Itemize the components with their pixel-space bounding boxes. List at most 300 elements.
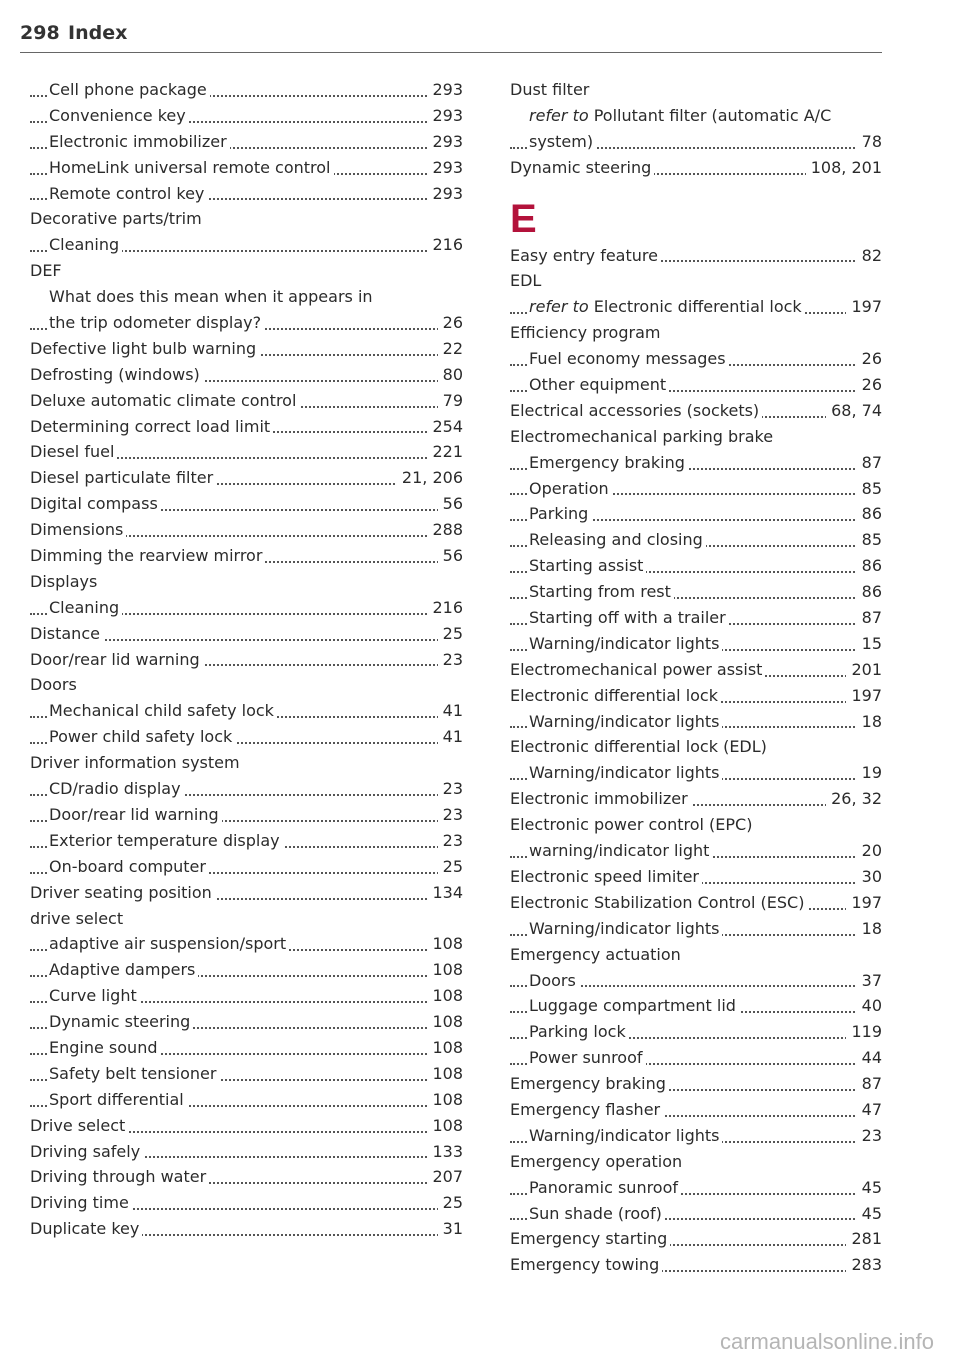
index-entry-label — [49, 1090, 187, 1109]
index-entry — [510, 1252, 882, 1278]
index-entry-page: 197 — [846, 294, 882, 320]
index-entry-label — [49, 1038, 160, 1057]
index-entry-text: the trip odometer display? — [49, 313, 262, 333]
index-entry-text: Electromechanical parking brake — [510, 426, 774, 446]
index-entry-text: Electronic differential lock (EDL) — [510, 737, 767, 757]
index-entry-page: 15 — [857, 631, 882, 657]
index-entry-label — [510, 1255, 662, 1274]
index-entry — [510, 320, 882, 346]
index-entry — [30, 517, 463, 543]
index-entry — [30, 983, 463, 1009]
index-entry-text: Distance — [30, 623, 100, 643]
index-entry-page: 18 — [857, 916, 882, 942]
index-entry-text: Electronic differential lock — [588, 297, 802, 317]
index-entry-page: 56 — [438, 543, 463, 569]
index-entry — [510, 605, 882, 631]
index-entry-text: Emergency actuation — [510, 944, 681, 964]
watermark: carmanualsonline.info — [719, 1329, 934, 1354]
index-entry-label — [529, 132, 596, 151]
index-entry-label — [49, 1064, 219, 1083]
index-entry-label — [529, 504, 591, 523]
index-entry-text: Cleaning — [49, 235, 120, 255]
index-entry-text: On-board computer — [49, 856, 206, 876]
index-entry-label — [529, 106, 834, 125]
index-entry — [510, 1123, 882, 1149]
index-entry — [30, 854, 463, 880]
index-entry-page: 31 — [438, 1216, 463, 1242]
header-divider — [20, 52, 882, 53]
index-entry-text: Emergency towing — [510, 1255, 660, 1275]
index-entry-text: Deluxe automatic climate control — [30, 390, 297, 410]
index-entry-text: Door/rear lid warning — [49, 804, 219, 824]
index-entry-label — [49, 80, 210, 99]
index-entry — [30, 1113, 463, 1139]
index-entry-text: Warning/indicator lights — [529, 763, 720, 783]
index-entry-page: 86 — [857, 501, 882, 527]
index-entry-page: 283 — [846, 1252, 882, 1278]
index-entry-label — [529, 582, 674, 601]
index-entry-page: 26 — [438, 310, 463, 336]
index-entry-label — [510, 1100, 663, 1119]
index-entry-label — [510, 1152, 685, 1171]
index-entry — [30, 129, 463, 155]
index-entry-text: Starting assist — [529, 556, 644, 576]
index-entry-label — [510, 1074, 669, 1093]
index-entry-label — [529, 375, 669, 394]
index-entry-page: 86 — [857, 579, 882, 605]
index-entry-label — [30, 1142, 143, 1161]
index-entry-label — [49, 132, 230, 151]
index-entry-page: 26 — [857, 372, 882, 398]
index-entry — [30, 181, 463, 207]
index-entry-text: Starting off with a trailer — [529, 608, 726, 628]
index-entry — [30, 569, 463, 595]
index-entry — [510, 890, 882, 916]
index-entry — [30, 906, 463, 932]
index-entry — [510, 734, 882, 760]
index-entry-page: 87 — [857, 605, 882, 631]
index-entry-text: Mechanical child safety lock — [49, 701, 274, 721]
index-entry-page: 133 — [427, 1139, 463, 1165]
index-entry-text: CD/radio display — [49, 779, 181, 799]
index-entry — [510, 1045, 882, 1071]
index-entry-text: Electronic immobilizer — [49, 131, 227, 151]
index-entry — [510, 1201, 882, 1227]
index-entry-page: 108 — [427, 1113, 463, 1139]
index-entry — [510, 786, 882, 812]
index-entry-page: 41 — [438, 698, 463, 724]
index-entry-label — [529, 1022, 629, 1041]
index-entry-label — [30, 365, 203, 384]
index-entry-label — [529, 919, 722, 938]
index-entry-label — [30, 468, 216, 487]
index-entry-label — [529, 608, 729, 627]
index-entry-label — [49, 727, 235, 746]
index-entry-label — [30, 261, 65, 280]
index-entry-page: 23 — [438, 647, 463, 673]
index-entry — [510, 1226, 882, 1252]
index-entry — [510, 812, 882, 838]
index-entry — [510, 553, 882, 579]
index-entry-text: Driving safely — [30, 1141, 141, 1161]
index-entry — [510, 1071, 882, 1097]
index-entry-text: Pollutant filter (automatic A/C — [588, 105, 832, 125]
index-entry — [510, 683, 882, 709]
index-column-right — [510, 77, 882, 1278]
index-entry — [510, 916, 882, 942]
index-entry — [510, 129, 882, 155]
index-entry-text: system) — [529, 131, 594, 151]
index-entry-label — [30, 442, 117, 461]
section-title: Index — [68, 22, 128, 44]
index-entry-text: Operation — [529, 478, 609, 498]
index-entry — [30, 828, 463, 854]
index-entry-label — [49, 960, 198, 979]
index-entry — [30, 1164, 463, 1190]
index-entry — [30, 957, 463, 983]
index-entry-page: 68, 74 — [826, 398, 882, 424]
index-entry — [510, 268, 882, 294]
index-entry-text: HomeLink universal remote control — [49, 157, 331, 177]
index-entry-text: Adaptive dampers — [49, 960, 196, 980]
index-entry-text: Driving time — [30, 1193, 129, 1213]
index-entry-page: 293 — [427, 181, 463, 207]
index-entry — [30, 698, 463, 724]
index-entry-page: 197 — [846, 890, 882, 916]
index-entry-page: 119 — [846, 1019, 882, 1045]
index-entry-page: 20 — [857, 838, 882, 864]
index-entry-label — [30, 417, 273, 436]
index-entry-label — [529, 1204, 665, 1223]
index-entry-text: Doors — [30, 675, 77, 695]
index-entry-text: Warning/indicator lights — [529, 711, 720, 731]
index-entry-label — [49, 831, 283, 850]
index-entry-text: What does this mean when it appears in — [49, 287, 373, 307]
index-entry-page: 108 — [427, 1087, 463, 1113]
index-entry-page: 254 — [427, 414, 463, 440]
index-entry — [510, 1019, 882, 1045]
index-entry-page: 41 — [438, 724, 463, 750]
index-entry-text: Emergency flasher — [510, 1099, 661, 1119]
index-entry-text: Sun shade (roof) — [529, 1203, 662, 1223]
index-entry — [510, 450, 882, 476]
index-entry-label — [529, 996, 739, 1015]
index-entry — [510, 476, 882, 502]
index-entry-label — [510, 945, 684, 964]
index-entry-label — [30, 1193, 132, 1212]
index-entry-page: 82 — [857, 243, 882, 269]
index-entry — [30, 880, 463, 906]
letter-heading: E — [510, 196, 537, 241]
index-entry — [510, 838, 882, 864]
index-entry — [510, 968, 882, 994]
index-entry-page: 281 — [846, 1226, 882, 1252]
index-entry — [30, 1216, 463, 1242]
index-entry — [30, 931, 463, 957]
index-entry-text: DEF — [30, 261, 62, 281]
index-entry-label — [529, 1178, 681, 1197]
index-entry-text: Duplicate key — [30, 1219, 140, 1239]
index-entry-page: 56 — [438, 491, 463, 517]
index-entry-page: 45 — [857, 1201, 882, 1227]
index-entry-label — [30, 339, 259, 358]
index-entry — [30, 465, 463, 491]
index-entry-page: 25 — [438, 1190, 463, 1216]
index-entry — [30, 621, 463, 647]
index-entry-label — [529, 453, 688, 472]
index-entry-label — [510, 323, 663, 342]
index-entry-label — [30, 624, 103, 643]
index-entry-page: 108 — [427, 983, 463, 1009]
index-entry-page: 85 — [857, 527, 882, 553]
index-entry-text: Electronic Stabilization Control (ESC) — [510, 892, 805, 912]
index-entry-label — [30, 1219, 142, 1238]
index-entry-page: 23 — [857, 1123, 882, 1149]
index-entry — [30, 258, 463, 284]
index-entry-text: adaptive air suspension/sport — [49, 934, 287, 954]
index-entry-text: Electromechanical power assist — [510, 659, 763, 679]
index-entry-text: EDL — [510, 271, 542, 291]
index-entry-text: Defective light bulb warning — [30, 338, 257, 358]
index-entry — [30, 336, 463, 362]
index-entry-label — [49, 805, 222, 824]
index-entry-text: Doors — [529, 970, 576, 990]
index-entry-page: 216 — [427, 595, 463, 621]
index-entry-label — [510, 80, 592, 99]
index-entry-page: 293 — [427, 77, 463, 103]
index-entry-label — [510, 246, 661, 265]
index-entry-label — [30, 209, 205, 228]
index-entry-label — [510, 686, 721, 705]
index-entry-text: Diesel particulate filter — [30, 468, 214, 488]
index-entry-text: Luggage compartment lid — [529, 996, 736, 1016]
index-entry-text: Electronic differential lock — [510, 685, 718, 705]
index-entry-text: Exterior temperature display — [49, 830, 280, 850]
index-entry-label — [49, 184, 207, 203]
index-entry-label — [529, 349, 729, 368]
index-entry-page: 108 — [427, 931, 463, 957]
index-entry-text: Panoramic sunroof — [529, 1177, 679, 1197]
index-entry-text: Fuel economy messages — [529, 349, 726, 369]
index-entry — [510, 1175, 882, 1201]
index-entry-text: drive select — [30, 908, 124, 928]
index-entry-label — [49, 235, 122, 254]
index-entry — [30, 414, 463, 440]
index-entry-page: 26 — [857, 346, 882, 372]
index-entry-page: 197 — [846, 683, 882, 709]
index-entry — [30, 595, 463, 621]
index-entry — [30, 155, 463, 181]
index-entry — [510, 1149, 882, 1175]
index-entry-label — [49, 701, 277, 720]
index-entry-label — [529, 1126, 722, 1145]
index-entry-text: Drive select — [30, 1115, 126, 1135]
index-entry-label — [49, 986, 140, 1005]
index-entry-text: Releasing and closing — [529, 530, 703, 550]
index-entry — [30, 1139, 463, 1165]
index-entry-text: Other equipment — [529, 375, 667, 395]
index-entry — [510, 294, 882, 320]
index-entry-label — [510, 867, 702, 886]
index-entry-text: Engine sound — [49, 1037, 158, 1057]
index-entry-label — [30, 494, 161, 513]
index-entry-label — [30, 1116, 128, 1135]
index-entry — [510, 77, 882, 103]
index-entry-text: Emergency operation — [510, 1151, 683, 1171]
index-entry-text: Cell phone package — [49, 80, 207, 99]
index-entry-page: 221 — [427, 439, 463, 465]
index-entry — [30, 672, 463, 698]
index-entry — [510, 398, 882, 424]
index-entry-text: Starting from rest — [529, 582, 671, 602]
index-entry-page: 30 — [857, 864, 882, 890]
index-entry — [510, 527, 882, 553]
index-entry-page: 79 — [438, 388, 463, 414]
index-entry-page: 108 — [427, 1061, 463, 1087]
index-entry — [510, 424, 882, 450]
index-entry-label — [529, 479, 612, 498]
index-entry-label — [49, 857, 209, 876]
index-entry — [30, 776, 463, 802]
index-entry-text: Driver information system — [30, 753, 240, 773]
index-entry-label — [529, 971, 579, 990]
index-entry-page: 207 — [427, 1164, 463, 1190]
index-entry — [30, 284, 463, 310]
index-entry-label — [49, 106, 189, 125]
index-entry — [30, 1190, 463, 1216]
index-entry-text: Defrosting (windows) — [30, 364, 200, 384]
index-entry-text: Driving through water — [30, 1167, 207, 1187]
index-entry — [510, 155, 882, 181]
index-entry-label — [529, 712, 722, 731]
index-entry-page: 22 — [438, 336, 463, 362]
index-entry-page: 18 — [857, 709, 882, 735]
index-entry-text: Dynamic steering — [49, 1012, 191, 1032]
index-entry-page: 86 — [857, 553, 882, 579]
index-entry-text: Electronic power control (EPC) — [510, 815, 753, 835]
index-entry — [30, 1035, 463, 1061]
index-entry-text: Electronic immobilizer — [510, 789, 688, 809]
index-entry-page: 85 — [857, 476, 882, 502]
index-entry-page: 78 — [857, 129, 882, 155]
index-entry-text: Warning/indicator lights — [529, 918, 720, 938]
index-entry-text: Driver seating position — [30, 882, 212, 902]
index-entry-label — [510, 660, 765, 679]
index-entry-page: 26, 32 — [826, 786, 882, 812]
index-entry-text: Dimensions — [30, 520, 124, 540]
index-entry-page: 37 — [857, 968, 882, 994]
index-entry-text: Sport differential — [49, 1089, 184, 1109]
index-entry-text: Parking — [529, 504, 589, 524]
index-entry-text: Warning/indicator lights — [529, 633, 720, 653]
index-entry-page: 25 — [438, 854, 463, 880]
index-entry-text: Emergency braking — [510, 1074, 666, 1094]
index-entry-text: Safety belt tensioner — [49, 1063, 217, 1083]
index-entry-text: Convenience key — [49, 105, 186, 125]
index-entry-label — [529, 634, 722, 653]
index-entry — [510, 657, 882, 683]
index-entry-label — [529, 841, 712, 860]
index-entry — [510, 864, 882, 890]
index-entry — [510, 1097, 882, 1123]
index-entry — [30, 206, 463, 232]
index-entry-text: Dust filter — [510, 80, 590, 99]
index-entry — [510, 631, 882, 657]
index-entry — [30, 750, 463, 776]
index-entry-label — [49, 779, 184, 798]
index-entry — [510, 709, 882, 735]
index-entry-label — [510, 427, 776, 446]
index-entry — [30, 647, 463, 673]
index-entry-text: Emergency starting — [510, 1229, 668, 1249]
index-entry-page: 108, 201 — [806, 155, 882, 181]
index-entry-text: Electronic speed limiter — [510, 866, 699, 886]
page-header — [20, 22, 882, 54]
index-entry-label — [510, 158, 654, 177]
index-entry-text: Cleaning — [49, 597, 120, 617]
index-entry-page: 216 — [427, 232, 463, 258]
index-entry-text: Easy entry feature — [510, 245, 658, 265]
index-entry-text: Warning/indicator lights — [529, 1125, 720, 1145]
index-entry-page: 23 — [438, 776, 463, 802]
index-entry-page: 288 — [427, 517, 463, 543]
index-entry-label — [30, 883, 215, 902]
index-entry-label — [49, 598, 122, 617]
index-entry-text: Electrical accessories (sockets) — [510, 400, 760, 420]
index-entry-text: Efficiency program — [510, 323, 661, 343]
index-entry — [30, 310, 463, 336]
index-entry-label — [510, 893, 807, 912]
index-entry — [510, 243, 882, 269]
index-entry — [30, 103, 463, 129]
index-entry — [510, 942, 882, 968]
index-entry — [30, 388, 463, 414]
index-entry — [30, 491, 463, 517]
index-entry-label — [30, 1167, 209, 1186]
index-entry-text: Determining correct load limit — [30, 416, 271, 436]
index-entry-page: 108 — [427, 1009, 463, 1035]
index-entry-label — [529, 297, 805, 316]
index-entry-label — [510, 737, 770, 756]
index-entry-page: 293 — [427, 103, 463, 129]
index-entry-text: Curve light — [49, 986, 137, 1006]
index-group-d-continued — [510, 77, 882, 181]
index-entry-page: 47 — [857, 1097, 882, 1123]
refer-to-label: refer to — [529, 105, 589, 125]
index-entry — [30, 1061, 463, 1087]
index-entry-page: 21, 206 — [397, 465, 463, 491]
index-entry-label — [529, 763, 722, 782]
index-entry — [510, 346, 882, 372]
index-entry — [30, 1009, 463, 1035]
index-entry-label — [30, 520, 126, 539]
index-entry-text: Digital compass — [30, 494, 158, 514]
index-entry-page: 80 — [438, 362, 463, 388]
index-entry-page: 293 — [427, 129, 463, 155]
index-entry — [510, 103, 882, 129]
index-entry-label — [49, 287, 376, 306]
index-entry-page: 293 — [427, 155, 463, 181]
index-entry-label — [49, 158, 334, 177]
index-entry — [30, 362, 463, 388]
page-number: 298 — [20, 22, 60, 44]
index-entry-text: Power sunroof — [529, 1048, 643, 1068]
index-entry-page: 23 — [438, 828, 463, 854]
index-entry-label — [49, 313, 264, 332]
index-entry — [30, 232, 463, 258]
refer-to-label: refer to — [529, 297, 589, 317]
index-entry-page: 23 — [438, 802, 463, 828]
